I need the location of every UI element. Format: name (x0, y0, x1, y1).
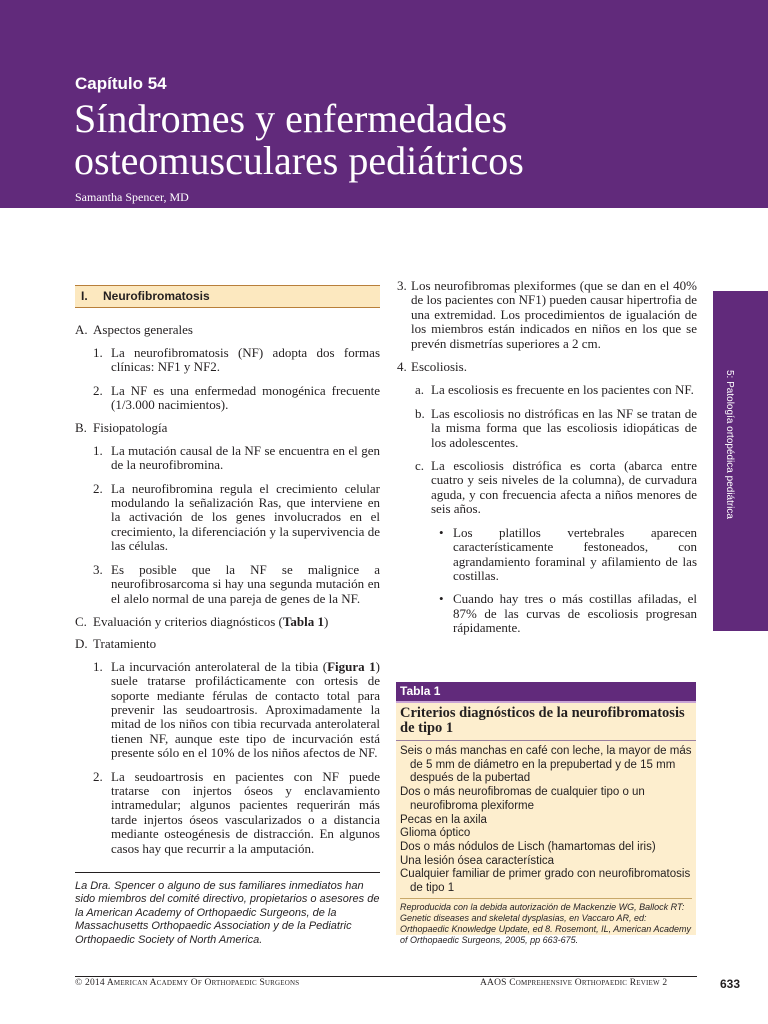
outline-label: 4. (397, 359, 407, 375)
outline-label: 1. (93, 344, 103, 360)
outline-item-B (75, 421, 380, 435)
outline-text: Las escoliosis no distróficas en las NF se tratan de la misma forma que las escoliosis idiopáticas de los adolescentes. (431, 405, 697, 450)
table-source: Reproducida con la debida autorización de Mackenzie WG, Ballock RT: Genetic diseases and skeletal dysplasias, en Vaccaro AR, ed: Orthopaedic Knowledge Update, ed 8. Rosemont, IL, American Academy of Orthopaedic Surgeons, 2005, pp 663-675. (400, 898, 692, 946)
table-row: Cualquier familiar de primer grado con neurofibromatosis de tipo 1 (400, 868, 691, 895)
outline-item-B1 (93, 444, 380, 473)
outline-text: La neurofibromina regula el crecimiento celular modulando la señalización Ras, que interviene en la activación de los genes involucrados en el crecimiento, la diferenciación y la supervivencia de las células. (111, 480, 380, 554)
table-title: Criterios diagnósticos de la neurofibromatosis de tipo 1 (396, 703, 696, 741)
outline-label: b. (415, 405, 425, 421)
outline-text: Es posible que la NF se malignice a neurofibrosarcoma si hay una segunda mutación en el alelo normal de una pareja de genes de la NF. (111, 561, 380, 606)
table-row: Dos o más neurofibromas de cualquier tipo o un neurofibroma plexiforme (400, 786, 645, 812)
footer-book-title: AAOS Comprehensive Orthopaedic Review 2 (480, 978, 668, 988)
outline-text: Fisiopatología (93, 420, 168, 436)
outline-item-C (75, 615, 380, 629)
outline-text: Evaluación y criterios diagnósticos ( (93, 613, 283, 629)
outline-item-D2 (93, 770, 380, 856)
outline-label: B. (75, 420, 87, 436)
outline-label: a. (415, 382, 425, 398)
outline-text: La seudoartrosis en pacientes con NF puede tratarse con injertos óseos y enclavamiento intramedular; algunos pacientes requerirán más tarde injertos óseos vascularizados o a distancia mediante osteogénesis de distracción. En algunos casos hay que recurrir a la amputación. (111, 768, 380, 856)
outline-label: c. (415, 458, 425, 474)
outline-text: La incurvación anterolateral de la tibia ( (111, 658, 328, 674)
outline-item-D3 (397, 279, 697, 351)
bullet-item (439, 526, 697, 584)
right-column (397, 279, 697, 645)
side-tab-label: 5: Patología ortopédica pediátrica (724, 370, 735, 519)
chapter-title-line-1: Síndromes y enfermedades (74, 96, 508, 141)
footer-copyright: © 2014 American Academy Of Orthopaedic Surgeons (75, 978, 300, 988)
outline-label: 1. (93, 658, 103, 674)
section-heading (75, 285, 380, 308)
outline-text: La mutación causal de la NF se encuentra en el gen de la neurofibromina. (111, 442, 380, 473)
outline-label: 1. (93, 442, 103, 458)
outline-label: 3. (397, 278, 407, 293)
table-1 (396, 682, 696, 945)
outline-text: ) (323, 613, 329, 629)
outline-label: 3. (93, 561, 103, 577)
outline-text: Aspectos generales (93, 322, 193, 338)
outline-text: La neurofibromatosis (NF) adopta dos formas clínicas: NF1 y NF2. (111, 344, 380, 375)
outline-item-D4 (397, 360, 697, 374)
chapter-title (74, 98, 524, 182)
outline-text: La NF es una enfermedad monogénica frecuente (1/3.000 nacimientos). (111, 382, 380, 413)
table-rows (396, 741, 696, 896)
outline-text: Los neurofibromas plexiformes (que se dan en el 40% de los pacientes con NF1) pueden causar hipertrofia de una extremidad. Los procedimientos de igualación de los miembros están indicados en niños en los que se prevén dismetrías superiores a 2 cm. (411, 278, 697, 351)
bullet-item (439, 592, 697, 635)
chapter-title-line-2: osteomusculares pediátricos (74, 138, 524, 183)
table-row: Una lesión ósea característica (400, 854, 555, 867)
outline-item-A2 (93, 384, 380, 413)
outline-text: La escoliosis es frecuente en los pacientes con NF. (431, 382, 694, 398)
outline-item-D (75, 637, 380, 651)
outline-label: A. (75, 322, 88, 338)
chapter-header (0, 0, 768, 208)
section-number: I. (81, 289, 88, 303)
outline-label: C. (75, 613, 87, 629)
outline-item-D4a (415, 383, 697, 397)
outline-item-A1 (93, 346, 380, 375)
outline-label: 2. (93, 382, 103, 398)
table-reference-link[interactable]: Tabla 1 (282, 613, 324, 629)
outline-text: ) suele tratarse profilácticamente con ortesis de soporte mediante férulas de contacto total para prevenir las seudoartrosis. Aproximadamente la mitad de los niños con tibia recurvada anterolateral tienen NF, aunque este tipo de incurvación está presente sólo en el 10% de los niños afectos de NF. (111, 658, 380, 761)
table-row: Seis o más manchas en café con leche, la mayor de más de 5 mm de diámetro en la prepubertad y de 15 mm después de la pubertad (400, 745, 692, 785)
table-row: Glioma óptico (400, 827, 471, 840)
left-column (75, 285, 380, 865)
author: Samantha Spencer, MD (75, 190, 189, 204)
bullet-icon: • (439, 591, 444, 607)
outline-text: La escoliosis distrófica es corta (abarca entre cuatro y seis niveles de la columna), de curvadura aguda, y con frecuencia afecta a niños menores de seis años. (431, 458, 697, 517)
section-side-tab[interactable] (713, 291, 768, 631)
table-label: Tabla 1 (396, 682, 696, 701)
table-row: Pecas en la axila (400, 813, 487, 826)
bullet-text: Cuando hay tres o más costillas afiladas, el 87% de las curvas de escoliosis progresan rápidamente. (453, 591, 697, 636)
outline-text: Escoliosis. (411, 359, 467, 375)
outline-text: Tratamiento (93, 636, 157, 652)
outline-item-A (75, 323, 380, 337)
outline-item-D4b (415, 407, 697, 450)
disclosure-footnote: La Dra. Spencer o alguno de sus familiares inmediatos han sido miembros del comité directivo, propietarios o asesores de la American Academy of Orthopaedic Surgeons, de la Massachusetts Orthopaedic Association y de la Pediatric Orthopaedic Society of North America. (75, 872, 380, 947)
outline-item-B2 (93, 482, 380, 554)
page-number: 633 (720, 977, 741, 991)
outline-item-D1 (93, 660, 380, 761)
section-title: Neurofibromatosis (103, 289, 210, 303)
outline-item-D4c (415, 459, 697, 517)
outline-label: 2. (93, 480, 103, 496)
outline-label: D. (75, 636, 88, 652)
footer-divider (75, 976, 697, 977)
outline-label: 2. (93, 768, 103, 784)
bullet-icon: • (439, 524, 444, 540)
figure-reference-link[interactable]: Figura 1 (327, 658, 376, 674)
bullet-text: Los platillos vertebrales aparecen característicamente festoneados, con agrandamiento foraminal y afilamiento de las costillas. (453, 524, 697, 583)
table-row: Dos o más nódulos de Lisch (hamartomas del iris) (400, 840, 656, 853)
outline-item-B3 (93, 563, 380, 606)
chapter-number: Capítulo 54 (75, 74, 167, 93)
